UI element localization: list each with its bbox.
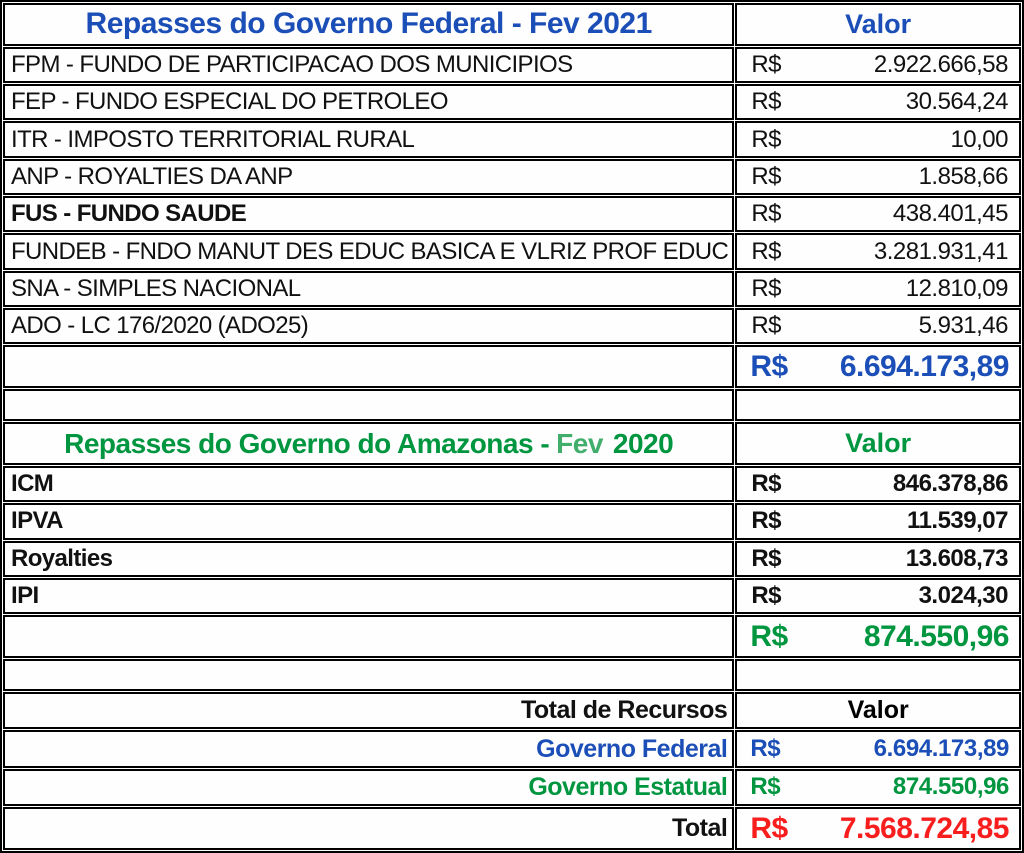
empty-cell <box>735 389 1021 421</box>
row-value-cell <box>738 88 1018 116</box>
currency-symbol: R$ <box>751 312 782 340</box>
summary-value: 6.694.173,89 <box>873 735 1009 763</box>
table-row <box>3 159 1021 195</box>
table-row <box>3 503 1021 539</box>
row-value-cell <box>738 507 1018 535</box>
table-row <box>3 541 1021 577</box>
table-row <box>3 196 1021 232</box>
currency-symbol: R$ <box>751 507 782 535</box>
spacer-row <box>3 659 1021 691</box>
row-value-cell <box>738 163 1018 191</box>
row-value-cell <box>738 238 1018 266</box>
state-title-year: 2020 <box>612 427 674 459</box>
row-value: 438.401,45 <box>892 200 1008 228</box>
row-value: 3.281.931,41 <box>873 237 1008 265</box>
grand-total-row <box>3 807 1021 850</box>
summary-value-cell <box>738 735 1018 763</box>
spacer-row <box>3 389 1021 421</box>
federal-section-title: Repasses do Governo Federal - Fev 2021 <box>3 3 734 46</box>
row-label: IPVA <box>3 503 734 539</box>
row-value-cell <box>738 312 1018 340</box>
currency-symbol: R$ <box>751 125 782 153</box>
row-value: 10,00 <box>950 125 1008 153</box>
summary-header-row <box>3 692 1021 729</box>
currency-symbol: R$ <box>750 811 788 845</box>
summary-value: 874.550,96 <box>892 773 1009 801</box>
table-row <box>3 47 1021 83</box>
row-label: FEP - FUNDO ESPECIAL DO PETROLEO <box>3 84 734 120</box>
summary-row-label: Governo Federal <box>3 730 734 767</box>
table-row <box>3 466 1021 502</box>
table-row <box>3 84 1021 120</box>
federal-header-row <box>3 3 1021 46</box>
currency-symbol: R$ <box>751 200 782 228</box>
row-label: ANP - ROYALTIES DA ANP <box>3 159 734 195</box>
currency-symbol: R$ <box>750 349 788 383</box>
state-section-title <box>3 422 734 465</box>
currency-symbol: R$ <box>750 735 781 763</box>
summary-row <box>3 730 1021 767</box>
row-label: Royalties <box>3 541 734 577</box>
empty-cell <box>735 659 1021 691</box>
empty-cell <box>3 659 734 691</box>
row-value-cell <box>738 470 1018 498</box>
row-value: 11.539,07 <box>907 507 1008 535</box>
grand-total-cell <box>738 812 1018 846</box>
row-value: 846.378,86 <box>892 470 1008 498</box>
state-valor-header: Valor <box>735 422 1021 465</box>
row-value-cell <box>738 126 1018 154</box>
row-label: FUNDEB - FNDO MANUT DES EDUC BASICA E VLRIZ PROF EDUC <box>3 233 734 269</box>
row-value-cell <box>738 51 1018 79</box>
summary-valor-header: Valor <box>735 692 1021 729</box>
empty-cell <box>3 389 734 421</box>
grand-total-label: Total <box>3 807 734 850</box>
currency-symbol: R$ <box>751 237 782 265</box>
row-label: ADO - LC 176/2020 (ADO25) <box>3 308 734 344</box>
table-row <box>3 271 1021 307</box>
row-label: SNA - SIMPLES NACIONAL <box>3 271 734 307</box>
summary-value-cell <box>738 773 1018 801</box>
currency-symbol: R$ <box>750 773 781 801</box>
row-value: 5.931,46 <box>918 312 1008 340</box>
table-row <box>3 308 1021 344</box>
state-title-main: Repasses do Governo do Amazonas - <box>64 427 550 459</box>
state-title-month: Fev <box>556 427 603 459</box>
currency-symbol: R$ <box>750 619 788 653</box>
row-label: ICM <box>3 466 734 502</box>
row-value: 2.922.666,58 <box>873 50 1008 78</box>
summary-row <box>3 769 1021 806</box>
currency-symbol: R$ <box>751 50 782 78</box>
grand-total-value: 7.568.724,85 <box>839 811 1009 845</box>
empty-cell <box>3 345 734 388</box>
row-label: FUS - FUNDO SAUDE <box>3 196 734 232</box>
row-value: 30.564,24 <box>905 88 1008 116</box>
state-total-cell <box>738 620 1018 654</box>
currency-symbol: R$ <box>751 88 782 116</box>
currency-symbol: R$ <box>751 162 782 190</box>
currency-symbol: R$ <box>751 544 782 572</box>
table-row <box>3 578 1021 614</box>
table-row <box>3 233 1021 269</box>
summary-row-label: Governo Estatual <box>3 769 734 806</box>
row-value: 12.810,09 <box>905 274 1008 302</box>
federal-total-value: 6.694.173,89 <box>839 349 1009 383</box>
currency-symbol: R$ <box>751 274 782 302</box>
state-total-row <box>3 615 1021 658</box>
row-label: ITR - IMPOSTO TERRITORIAL RURAL <box>3 121 734 157</box>
row-value: 1.858,66 <box>918 162 1008 190</box>
row-value-cell <box>738 545 1018 573</box>
empty-cell <box>3 615 734 658</box>
federal-total-cell <box>738 350 1018 384</box>
state-header-row <box>3 422 1021 465</box>
table-row <box>3 121 1021 157</box>
state-total-value: 874.550,96 <box>863 619 1009 653</box>
currency-symbol: R$ <box>751 470 782 498</box>
row-value-cell <box>738 275 1018 303</box>
row-label: FPM - FUNDO DE PARTICIPACAO DOS MUNICIPIOS <box>3 47 734 83</box>
row-value: 13.608,73 <box>905 544 1008 572</box>
summary-header-label: Total de Recursos <box>3 692 734 729</box>
row-label: IPI <box>3 578 734 614</box>
federal-total-row <box>3 345 1021 388</box>
row-value: 3.024,30 <box>918 582 1008 610</box>
row-value-cell <box>738 582 1018 610</box>
federal-valor-header: Valor <box>735 3 1021 46</box>
row-value-cell <box>738 200 1018 228</box>
currency-symbol: R$ <box>751 582 782 610</box>
